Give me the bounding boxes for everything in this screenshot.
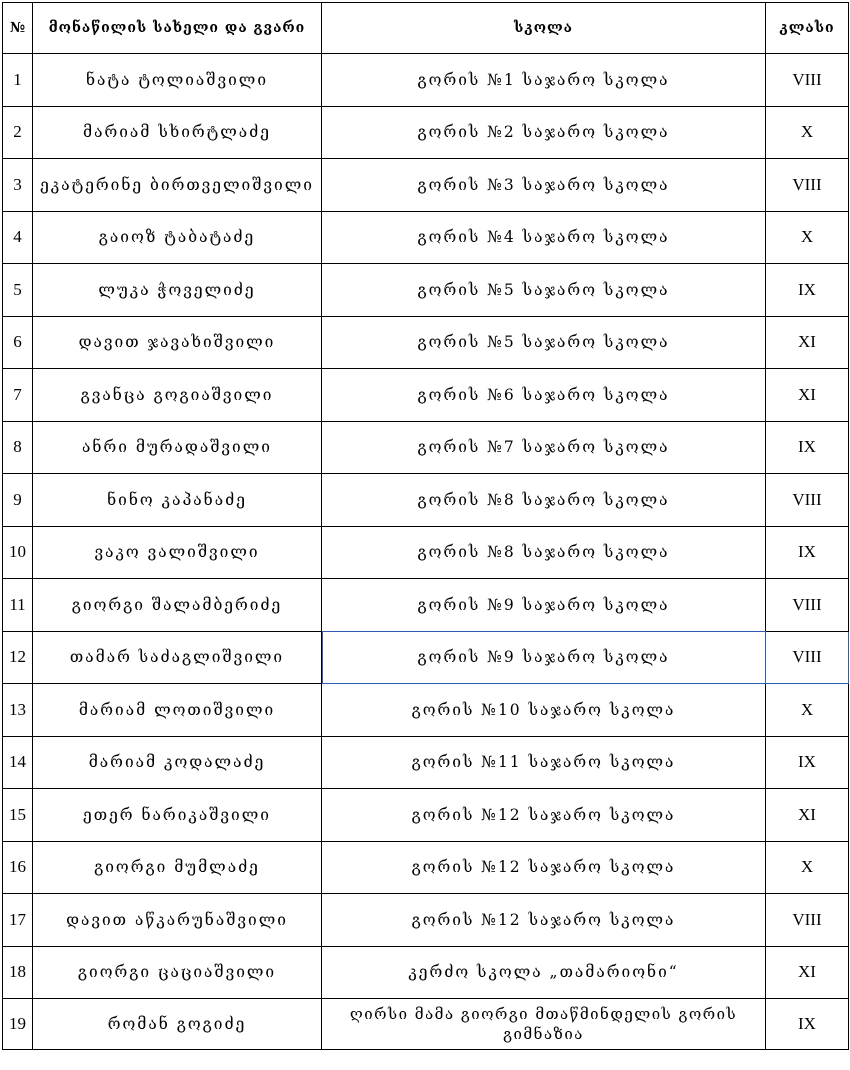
participant-name-cell: ლუკა ჭოველიძე [33,264,322,317]
row-number-cell: 19 [3,999,33,1050]
row-number-cell: 6 [3,316,33,369]
participant-name-cell: ვაკო ვალიშვილი [33,526,322,579]
row-number-cell: 4 [3,211,33,264]
header-number: № [3,3,33,54]
row-number-cell: 2 [3,106,33,159]
school-cell: გორის №8 საჯარო სკოლა [322,474,766,527]
participant-name-cell: მარიამ სხირტლაძე [33,106,322,159]
table-row [3,946,849,999]
participants-table [2,2,849,1050]
table-row [3,579,849,632]
row-number-cell: 13 [3,684,33,737]
row-number-cell: 5 [3,264,33,317]
participant-name-cell: მარიამ ლოთიშვილი [33,684,322,737]
table-row [3,106,849,159]
participant-name-cell: ეკატერინე ბირთველიშვილი [33,159,322,212]
participant-name-cell: გაიოზ ტაბატაძე [33,211,322,264]
participant-name-cell: გიორგი ცაციაშვილი [33,946,322,999]
row-number-cell: 9 [3,474,33,527]
class-cell: VIII [766,54,849,107]
school-cell: გორის №8 საჯარო სკოლა [322,526,766,579]
participant-name-cell: დავით აწკარუნაშვილი [33,894,322,947]
table-row [3,841,849,894]
table-row [3,999,849,1050]
participant-name-cell: გვანცა გოგიაშვილი [33,369,322,422]
school-cell: გორის №6 საჯარო სკოლა [322,369,766,422]
school-cell: გორის №5 საჯარო სკოლა [322,316,766,369]
school-cell: გორის №9 საჯარო სკოლა [322,579,766,632]
class-cell: XI [766,369,849,422]
class-cell: X [766,211,849,264]
class-cell: VIII [766,159,849,212]
participant-name-cell: გიორგი მუმლაძე [33,841,322,894]
class-cell: VIII [766,579,849,632]
row-number-cell: 12 [3,631,33,684]
school-cell: გორის №11 საჯარო სკოლა [322,736,766,789]
school-cell: გორის №7 საჯარო სკოლა [322,421,766,474]
school-cell: გორის №9 საჯარო სკოლა [322,631,766,684]
participant-name-cell: გიორგი შალამბერიძე [33,579,322,632]
table-row [3,369,849,422]
table-row [3,316,849,369]
school-cell: გორის №12 საჯარო სკოლა [322,894,766,947]
table-row [3,789,849,842]
table-row [3,684,849,737]
school-cell: გორის №12 საჯარო სკოლა [322,841,766,894]
row-number-cell: 16 [3,841,33,894]
class-cell: VIII [766,474,849,527]
school-cell: კერძო სკოლა „თამარიონი“ [322,946,766,999]
row-number-cell: 17 [3,894,33,947]
school-cell: გორის №1 საჯარო სკოლა [322,54,766,107]
header-class: კლასი [766,3,849,54]
school-cell: ღირსი მამა გიორგი მთაწმინდელის გორის გიმნაზია [322,999,766,1050]
table-row [3,894,849,947]
header-participant-name: მონაწილის სახელი და გვარი [33,3,322,54]
table-header-row [3,3,849,54]
row-number-cell: 14 [3,736,33,789]
table-row [3,421,849,474]
class-cell: IX [766,999,849,1050]
table-row [3,474,849,527]
school-cell: გორის №2 საჯარო სკოლა [322,106,766,159]
class-cell: X [766,841,849,894]
row-number-cell: 7 [3,369,33,422]
class-cell: XI [766,789,849,842]
participant-name-cell: ანრი მურადაშვილი [33,421,322,474]
school-cell: გორის №10 საჯარო სკოლა [322,684,766,737]
participant-name-cell: ნატა ტოლიაშვილი [33,54,322,107]
class-cell: X [766,106,849,159]
class-cell: IX [766,526,849,579]
row-number-cell: 3 [3,159,33,212]
class-cell: VIII [766,894,849,947]
table-row [3,526,849,579]
class-cell: IX [766,736,849,789]
row-number-cell: 8 [3,421,33,474]
table-body [3,54,849,1050]
participant-name-cell: თამარ საძაგლიშვილი [33,631,322,684]
class-cell: IX [766,421,849,474]
row-number-cell: 18 [3,946,33,999]
class-cell: VIII [766,631,849,684]
school-cell: გორის №5 საჯარო სკოლა [322,264,766,317]
header-school: სკოლა [322,3,766,54]
row-number-cell: 15 [3,789,33,842]
class-cell: XI [766,946,849,999]
table-row [3,54,849,107]
participant-name-cell: დავით ჯავახიშვილი [33,316,322,369]
table-row [3,631,849,684]
table-row [3,736,849,789]
school-cell: გორის №4 საჯარო სკოლა [322,211,766,264]
school-cell: გორის №12 საჯარო სკოლა [322,789,766,842]
class-cell: IX [766,264,849,317]
table-row [3,211,849,264]
row-number-cell: 1 [3,54,33,107]
class-cell: XI [766,316,849,369]
row-number-cell: 11 [3,579,33,632]
table-row [3,159,849,212]
school-cell: გორის №3 საჯარო სკოლა [322,159,766,212]
participant-name-cell: ეთერ ნარიკაშვილი [33,789,322,842]
class-cell: X [766,684,849,737]
participant-name-cell: ნინო კაპანაძე [33,474,322,527]
participant-name-cell: მარიამ კოდალაძე [33,736,322,789]
participant-name-cell: რომან გოგიძე [33,999,322,1050]
row-number-cell: 10 [3,526,33,579]
table-row [3,264,849,317]
